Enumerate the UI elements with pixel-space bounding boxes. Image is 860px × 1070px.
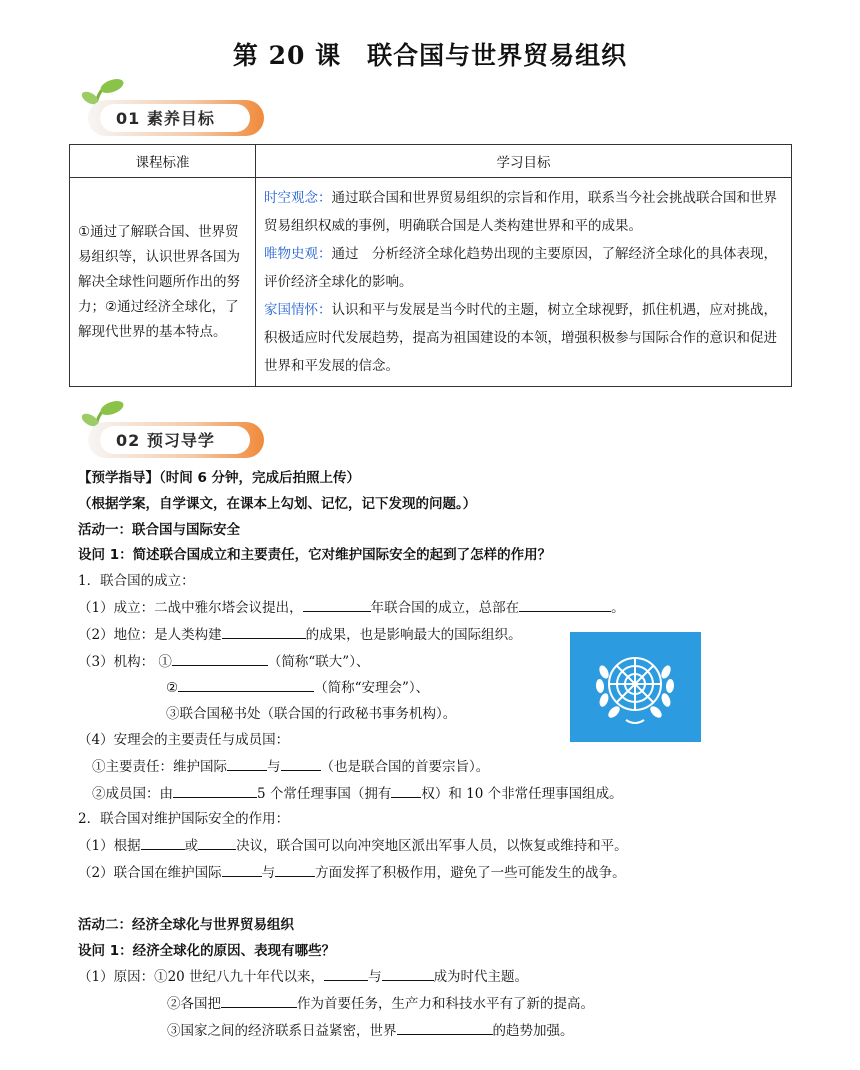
answer-blank[interactable] [324, 964, 368, 981]
answer-blank[interactable] [173, 781, 257, 798]
question-heading: 设问 1：简述联合国成立和主要责任，它对维护国际安全的起到了怎样的作用？ [78, 547, 552, 564]
answer-blank[interactable] [178, 675, 314, 692]
answer-blank[interactable] [397, 1018, 493, 1035]
goal-item [264, 184, 783, 240]
goal-label: 家国情怀： [264, 302, 332, 318]
item-heading: 1．联合国的成立： [78, 573, 195, 590]
goal-text: 通过 分析经济全球化趋势出现的主要原因，了解经济全球化的具体表现，评价经济全球化的影响。 [264, 246, 777, 290]
answer-blank[interactable] [382, 964, 434, 981]
goal-text: 通过联合国和世界贸易组织的宗旨和作用，联系当今社会挑战联合国和世界贸易组织权威的事例，明确联合国是人类构建世界和平的成果。 [264, 190, 777, 234]
item-heading: 2．联合国对维护国际安全的作用： [78, 811, 290, 828]
text-line: ③联合国秘书处（联合国的行政秘书事务机构）。 [166, 706, 457, 723]
answer-blank[interactable] [519, 595, 611, 612]
table-header-goals: 学习目标 [256, 145, 792, 178]
answer-blank[interactable] [222, 860, 262, 877]
fill-line: （2）地位：是人类构建 的成果，也是影响最大的国际组织。 [78, 622, 808, 649]
section-title: 01 素养目标 [116, 109, 215, 128]
fill-line: ③国家之间的经济联系日益紧密，世界 的趋势加强。 [78, 1018, 808, 1045]
goals-table [69, 144, 792, 387]
fill-line: ② （简称“安理会”）、 [78, 675, 808, 702]
section-title: 02 预习导学 [116, 431, 215, 450]
text-line: （4）安理会的主要责任与成员国： [78, 731, 290, 748]
answer-blank[interactable] [275, 860, 315, 877]
answer-blank[interactable] [172, 649, 268, 666]
guide-line: 【预学指导】（时间 6 分钟，完成后拍照上传） [78, 470, 361, 486]
activity-heading: 活动二：经济全球化与世界贸易组织 [78, 916, 294, 933]
activity-heading: 活动一：联合国与国际安全 [78, 521, 240, 538]
goal-text: 认识和平与发展是当今时代的主题，树立全球视野，抓住机遇，应对挑战，积极适应时代发展趋势，提高为祖国建设的本领，增强积极参与国际合作的意识和促进世界和平发展的信念。 [264, 302, 777, 374]
goals-cell [256, 178, 792, 387]
answer-blank[interactable] [222, 622, 306, 639]
note-line: （根据学案，自学课文，在课本上勾划、记忆，记下发现的问题。） [78, 495, 477, 512]
fill-line: ②各国把 作为首要任务，生产力和科技水平有了新的提高。 [78, 991, 808, 1018]
answer-blank[interactable] [227, 754, 267, 771]
un-emblem-icon [570, 632, 701, 742]
table-header-standard: 课程标准 [70, 145, 256, 178]
answer-blank[interactable] [141, 833, 185, 850]
goal-item [264, 296, 783, 380]
fill-line: ①主要责任：维护国际 与 （也是联合国的首要宗旨）。 [78, 754, 808, 781]
fill-line: （1）原因：①20 世纪八九十年代以来， 与 成为时代主题。 [78, 964, 808, 991]
goal-item [264, 240, 783, 296]
page-title: 第 20 课 联合国与世界贸易组织 [232, 41, 628, 70]
fill-line: （1）成立：二战中雅尔塔会议提出， 年联合国的成立，总部在 。 [78, 595, 808, 622]
fill-line: （2）联合国在维护国际 与 方面发挥了积极作用，避免了一些可能发生的战争。 [78, 860, 808, 887]
fill-line: （3）机构： ① （简称“联大”）、 [78, 649, 808, 676]
question-heading: 设问 1：经济全球化的原因、表现有哪些？ [78, 942, 336, 959]
answer-blank[interactable] [391, 781, 421, 798]
un-emblem-image [570, 632, 701, 742]
preview-content [78, 466, 808, 1045]
standard-text: ①通过了解联合国、世界贸易组织等，认识世界各国为解决全球性问题所作出的努力；②通过经济全球化，了解现代世界的基本特点。 [70, 178, 256, 387]
answer-blank[interactable] [281, 754, 321, 771]
fill-line: ②成员国：由 5 个常任理事国（拥有 权）和 10 个非常任理事国组成。 [78, 781, 808, 808]
goal-label: 唯物史观： [264, 246, 332, 262]
section-banner-goals [78, 78, 268, 140]
section-banner-preview [78, 400, 268, 462]
answer-blank[interactable] [198, 833, 236, 850]
answer-blank[interactable] [303, 595, 371, 612]
goal-label: 时空观念： [264, 190, 332, 206]
fill-line: （1）根据 或 决议，联合国可以向冲突地区派出军事人员，以恢复或维持和平。 [78, 833, 808, 860]
answer-blank[interactable] [221, 991, 297, 1008]
